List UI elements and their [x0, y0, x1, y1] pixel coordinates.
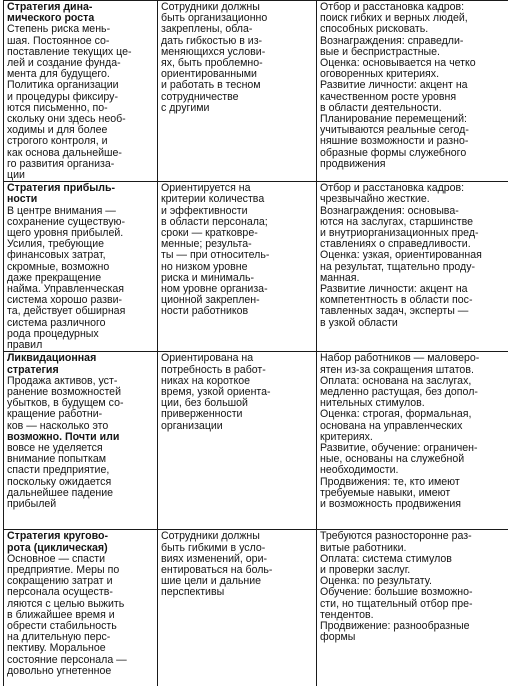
personnel-requirements: Сотрудники должны быть организационно закреплены, обла- дать гибкостью в из- меняющихся услови- ях, быть проблемно- ориентированными и работать в тесном сотрудничестве с другими [161, 1, 268, 114]
strategy-cell [4, 530, 158, 686]
strategy-description [7, 376, 154, 510]
hr-policy: Отбор и расстановка кадров: поиск гибких и верных людей, способных рисковать. Вознаграждения: справедли- вые и беспристрастные. Оценка: основывается на четко оговоренных критериях. Развитие личности: акцент на качественном росте уровня в области деятельности. Планирование перемещений: учитываются реальные сегод- няшние возможности и разно- образные формы служебного продвижения [320, 1, 476, 170]
strategy-cell [4, 1, 158, 182]
strategy-table [3, 0, 508, 686]
strategy-cell [4, 182, 158, 352]
personnel-requirements: Сотрудники должны быть гибкими в усло- виях изменений, ори- ентироваться на боль- шие цели и дальние перспективы [161, 530, 273, 599]
hr-cell [317, 1, 509, 182]
personnel-cell [158, 1, 317, 182]
description-emphasis: возможно. Почти или [7, 430, 120, 443]
personnel-cell [158, 530, 317, 686]
table-row [4, 1, 509, 182]
personnel-requirements: Ориентирована на потребность в работ- никах на короткое время, узкой ориента- ции, без большой приверженности организации [161, 352, 271, 432]
strategy-cell [4, 352, 158, 530]
hr-policy: Набор работников — маловеро- ятен из-за сокращения штатов. Оплата: основана на заслугах, медленно растущая, без допол- нительных стимулов. Оценка: строгая, формальная, основана на управленческих критериях. Развитие, обучение: ограничен- ные, основаны на служебной необходимости. Продвижения: те, кто имеют требуемые навыки, имеют и возможность продвижения [320, 352, 480, 510]
description-part: вовсе не уделяется внимание попыткам спасти предприятие, поскольку ожидается дальнейшее падение прибылей [7, 441, 114, 510]
table-row [4, 352, 509, 530]
hr-policy: Отбор и расстановка кадров: чрезвычайно жесткие. Вознаграждения: основыва- ются на заслугах, старшинстве и внутриорганизационных пред- ставлениях о справедливости. Оценка: узкая, ориентированная на результат, тщательно проду- манная. Развитие личности: акцент на компетентность в области пос- тавленных задач, эксперты — в узкой области [320, 182, 482, 329]
document-page [3, 0, 508, 686]
hr-cell [317, 530, 509, 686]
strategy-title: Ликвидационная стратегия [7, 352, 97, 376]
table-row [4, 182, 509, 352]
hr-cell [317, 352, 509, 530]
strategy-title: Стратегия кругово- рота (циклическая) [7, 530, 108, 554]
personnel-cell [158, 352, 317, 530]
hr-cell [317, 182, 509, 352]
strategy-description: В центре внимания — сохранение существую- щего уровня прибылей. Усилия, требующие финансовых затрат, скромные, возможно даже прекращение найма. Управленческая система хорошо разви- та, действует обширная система различного рода процедурных правил [7, 204, 126, 352]
description-part: Продажа активов, уст- ранение возможностей убытков, в будущем со- кращение работни- ков — насколько это [7, 374, 124, 432]
strategy-title: Стратегия прибыль- ности [7, 182, 116, 206]
personnel-requirements: Ориентируется на критерии количества и эффективности в области персонала; сроки — кратковре- менные; результа- ты — при относитель- но низком уровне риска и минималь- ном уровне организа- ционной закреплен- ности работников [161, 182, 270, 318]
strategy-description: Основное — спасти предприятие. Меры по сокращению затрат и персонала осуществ- ляются с целью выжить в ближайшее время и обрести стабильность на длительную перс- пективу. Моральное состояние персонала — довольно угнетенное [7, 552, 127, 677]
strategy-title: Стратегия дина- мического роста [7, 1, 95, 25]
strategy-description: Степень риска мень- шая. Постоянное со- поставление текущих це- лей и создание фунда- мента для будущего. Политика организации и процедуры фиксиру- ются письменно, по- скольку они здесь необ- ходимы и для более строгого контроля, и как основа дальнейше- го развития организа- ции [7, 23, 132, 182]
table-row [4, 530, 509, 686]
personnel-cell [158, 182, 317, 352]
hr-policy: Требуются разносторонне раз- витые работники. Оплата: система стимулов и проверки заслуг. Оценка: по результату. Обучение: большие возможно- сти, но тщательный отбор пре- тендентов. Продвижение: разнообразные формы [320, 530, 473, 644]
